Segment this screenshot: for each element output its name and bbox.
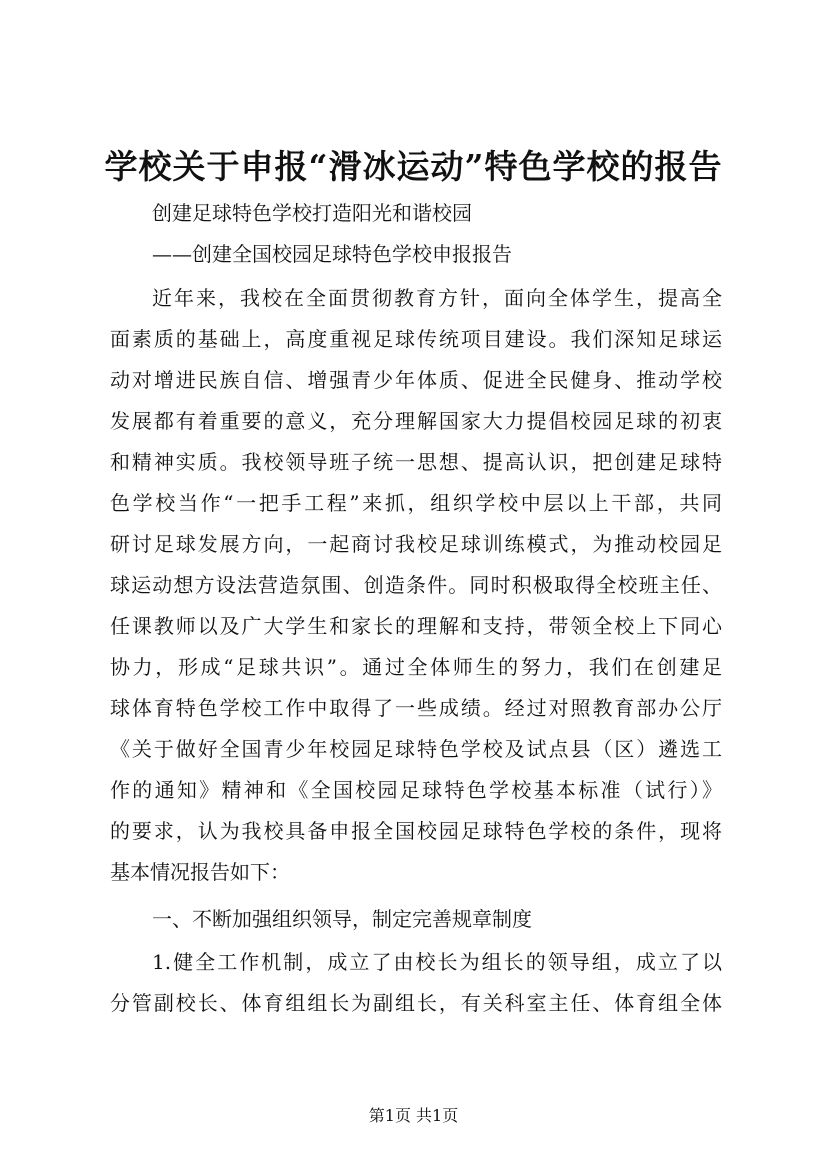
paragraph-line: 球体育特色学校工作中取得了一些成绩。经过对照教育部办公厅	[110, 696, 722, 720]
paragraph-line: 1.健全工作机制，成立了由校长为组长的领导组，成立了以	[152, 950, 722, 974]
paragraph-line: 分管副校长、体育组组长为副组长，有关科室主任、体育组全体	[110, 991, 722, 1015]
paragraph-line: 近年来，我校在全面贯彻教育方针，面向全体学生，提高全	[152, 286, 722, 310]
section-heading: 一、不断加强组织领导，制定完善规章制度	[152, 907, 532, 931]
paragraph-line: 和精神实质。我校领导班子统一思想、提高认识，把创建足球特	[110, 450, 722, 474]
paragraph-line: 色学校当作“一把手工程”来抓，组织学校中层以上干部，共同	[110, 491, 722, 515]
document-title: 学校关于申报“滑冰运动”特色学校的报告	[104, 147, 723, 186]
paragraph-line: 的要求，认为我校具备申报全国校园足球特色学校的条件，现将	[110, 819, 722, 843]
paragraph-line: 发展都有着重要的意义，充分理解国家大力提倡校园足球的初衷	[110, 409, 722, 433]
paragraph-line: 《关于做好全国青少年校园足球特色学校及试点县（区）遴选工	[110, 737, 722, 761]
subtitle-line-2: ——创建全国校园足球特色学校申报报告	[152, 242, 512, 266]
paragraph-line: 研讨足球发展方向，一起商讨我校足球训练模式，为推动校园足	[110, 532, 722, 556]
paragraph-line: 球运动想方设法营造氛围、创造条件。同时积极取得全校班主任、	[110, 573, 722, 597]
subtitle-line-1: 创建足球特色学校打造阳光和谐校园	[152, 201, 472, 225]
page-number-footer: 第1页 共1页	[368, 1106, 459, 1125]
paragraph-line: 面素质的基础上，高度重视足球传统项目建设。我们深知足球运	[110, 327, 722, 351]
paragraph-line: 协力，形成“足球共识”。通过全体师生的努力，我们在创建足	[110, 655, 722, 679]
paragraph-line: 基本情况报告如下：	[110, 860, 290, 884]
paragraph-line: 作的通知》精神和《全国校园足球特色学校基本标准（试行）》	[110, 778, 722, 802]
paragraph-line: 动对增进民族自信、增强青少年体质、促进全民健身、推动学校	[110, 368, 722, 392]
paragraph-line: 任课教师以及广大学生和家长的理解和支持，带领全校上下同心	[110, 614, 722, 638]
